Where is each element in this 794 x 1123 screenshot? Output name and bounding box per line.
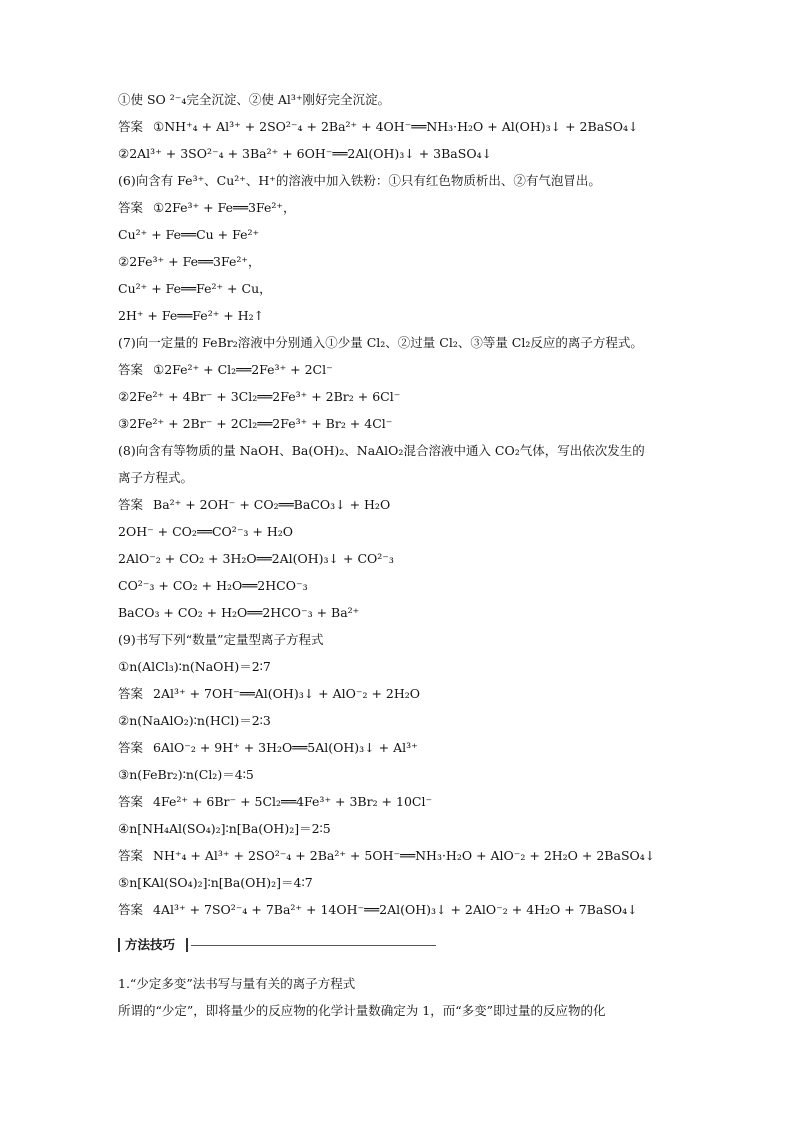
answer-line: 答案 NH⁺₄ + Al³⁺ + 2SO²⁻₄ + 2Ba²⁺ + 5OH⁻══NH₃·H₂O + AlO⁻₂ + 2H₂O + 2BaSO₄↓: [118, 848, 656, 863]
text-line: ⑤n[KAl(SO₄)₂]∶n[Ba(OH)₂]＝4∶7: [118, 875, 313, 890]
answer-label: 答案: [118, 686, 144, 701]
text-line: 2H⁺ + Fe══Fe²⁺ + H₂↑: [118, 308, 265, 323]
answer-label: 答案: [118, 497, 144, 512]
text-line: ③n(FeBr₂)∶n(Cl₂)＝4∶5: [118, 767, 254, 782]
section-header-method-tips: [118, 937, 436, 953]
text-line: ②2Fe²⁺ + 4Br⁻ + 3Cl₂══2Fe³⁺ + 2Br₂ + 6Cl⁻: [118, 389, 401, 404]
section-bar-left: [118, 938, 120, 952]
answer-label: 答案: [118, 119, 144, 134]
section-bar-right: [186, 938, 188, 952]
answer-label: 答案: [118, 848, 144, 863]
text-line: BaCO₃ + CO₂ + H₂O══2HCO⁻₃ + Ba²⁺: [118, 605, 360, 620]
answer-line: 答案 6AlO⁻₂ + 9H⁺ + 3H₂O══5Al(OH)₃↓ + Al³⁺: [118, 740, 418, 755]
section-title: 方法技巧: [125, 937, 176, 952]
text-line: Cu²⁺ + Fe══Fe²⁺ + Cu，: [118, 281, 272, 296]
answer-line: 答案 Ba²⁺ + 2OH⁻ + CO₂══BaCO₃↓ + H₂O: [118, 497, 391, 512]
question-line: (6)向含有 Fe³⁺、Cu²⁺、H⁺的溶液中加入铁粉：①只有红色物质析出、②有气泡冒出。: [118, 173, 601, 188]
answer-line: 答案 4Al³⁺ + 7SO²⁻₄ + 7Ba²⁺ + 14OH⁻══2Al(OH)₃↓ + 2AlO⁻₂ + 4H₂O + 7BaSO₄↓: [118, 902, 638, 917]
text-line: ③2Fe²⁺ + 2Br⁻ + 2Cl₂══2Fe³⁺ + Br₂ + 4Cl⁻: [118, 416, 393, 431]
question-line: (9)书写下列“数量”定量型离子方程式: [118, 632, 324, 647]
question-line: (7)向一定量的 FeBr₂溶液中分别通入①少量 Cl₂、②过量 Cl₂、③等量 Cl₂反应的离子方程式。: [118, 335, 643, 350]
text-line: ①n(AlCl₃)∶n(NaOH)＝2∶7: [118, 659, 271, 674]
answer-line: 答案 ①2Fe²⁺ + Cl₂══2Fe³⁺ + 2Cl⁻: [118, 362, 333, 377]
answer-label: 答案: [118, 362, 144, 377]
text-line: ②2Fe³⁺ + Fe══3Fe²⁺，: [118, 254, 261, 269]
text-line: ②2Al³⁺ + 3SO²⁻₄ + 3Ba²⁺ + 6OH⁻══2Al(OH)₃↓ + 3BaSO₄↓: [118, 146, 493, 161]
section-rule: [191, 945, 436, 946]
answer-line: 答案 ①NH⁺₄ + Al³⁺ + 2SO²⁻₄ + 2Ba²⁺ + 4OH⁻══NH₃·H₂O + Al(OH)₃↓ + 2BaSO₄↓: [118, 119, 639, 134]
text-line: 所谓的“少定”，即将量少的反应物的化学计量数确定为 1，而“多变”即过量的反应物的化: [118, 1003, 606, 1018]
text-line: Cu²⁺ + Fe══Cu + Fe²⁺: [118, 227, 260, 242]
text-line: ①使 SO ²⁻₄完全沉淀、②使 Al³⁺刚好完全沉淀。: [118, 92, 390, 107]
text-line: 1.“少定多变”法书写与量有关的离子方程式: [118, 976, 356, 991]
text-line: ②n(NaAlO₂)∶n(HCl)＝2∶3: [118, 713, 271, 728]
text-line: ④n[NH₄Al(SO₄)₂]∶n[Ba(OH)₂]＝2∶5: [118, 821, 331, 836]
answer-label: 答案: [118, 740, 144, 755]
text-line: 2AlO⁻₂ + CO₂ + 3H₂O══2Al(OH)₃↓ + CO²⁻₃: [118, 551, 394, 566]
answer-line: 答案 ①2Fe³⁺ + Fe══3Fe²⁺，: [118, 200, 296, 215]
question-line: (8)向含有等物质的量 NaOH、Ba(OH)₂、NaAlO₂混合溶液中通入 CO₂气体，写出依次发生的: [118, 443, 645, 458]
answer-label: 答案: [118, 794, 144, 809]
answer-label: 答案: [118, 200, 144, 215]
text-line: CO²⁻₃ + CO₂ + H₂O══2HCO⁻₃: [118, 578, 308, 593]
text-line: 2OH⁻ + CO₂══CO²⁻₃ + H₂O: [118, 524, 294, 539]
answer-label: 答案: [118, 902, 144, 917]
answer-line: 答案 4Fe²⁺ + 6Br⁻ + 5Cl₂══4Fe³⁺ + 3Br₂ + 10Cl⁻: [118, 794, 433, 809]
text-line: 离子方程式。: [118, 470, 194, 485]
answer-line: 答案 2Al³⁺ + 7OH⁻══Al(OH)₃↓ + AlO⁻₂ + 2H₂O: [118, 686, 421, 701]
